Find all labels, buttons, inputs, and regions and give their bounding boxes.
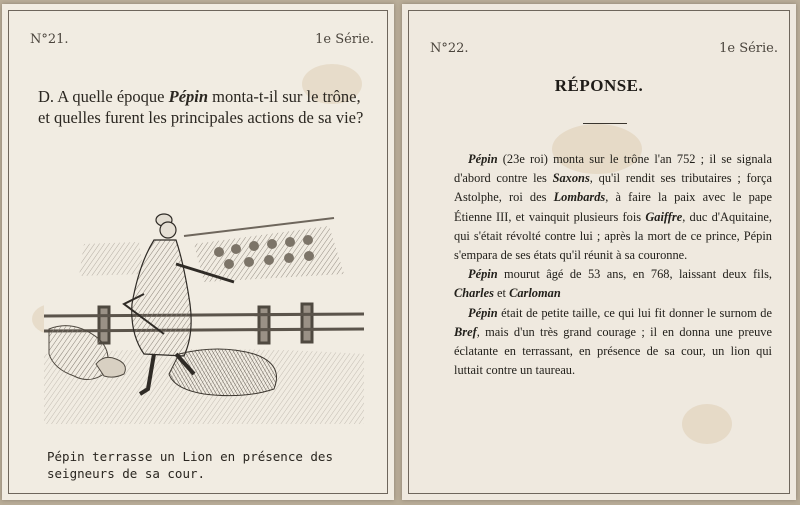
answer-run: mourut âgé de 53 ans, en 768, laissant deux fils,: [497, 267, 772, 282]
illustration-pepin-lion: [44, 204, 364, 424]
question-text: [38, 86, 368, 128]
title-divider: [583, 123, 627, 124]
answer-emphasis: Charles: [454, 286, 494, 301]
series-label: 1e Série.: [315, 32, 374, 47]
question-card: [2, 4, 394, 500]
answer-emphasis: Pépin: [468, 152, 498, 166]
answer-paragraph: [454, 150, 772, 265]
answer-run: (23e roi) monta sur le trône l'an 752 ; il se signala d'abord contre les: [454, 152, 772, 186]
answer-run: , mais d'un très grand courage ; il en donna une preuve éclatante en terrassant, en présence de sa cour, un lion qui luttait contre un taureau.: [454, 324, 772, 378]
answer-paragraph: [454, 265, 772, 303]
card-number: N°22.: [430, 41, 469, 56]
series-label: 1e Série.: [719, 41, 778, 56]
answer-emphasis: Lombards: [553, 190, 606, 205]
answer-emphasis: Carloman: [509, 286, 561, 301]
answer-card: [402, 4, 796, 500]
answer-emphasis: Saxons: [552, 171, 590, 186]
answer-emphasis: Bref: [454, 324, 477, 339]
paper-stain: [682, 404, 732, 444]
lion: [169, 349, 277, 396]
question-prefix: D. A quelle époque: [38, 87, 169, 106]
answer-run: , à faire la paix avec le pape Étienne III, et vainquit plusieurs fois: [454, 190, 772, 224]
answer-run: était de petite taille, ce qui lui fit donner le surnom de: [497, 305, 772, 320]
question-name: Pépin: [168, 87, 209, 106]
question-rest: monta-t-il sur le trône, et quelles furent les principales actions de sa vie?: [38, 87, 364, 127]
answer-title: RÉPONSE.: [554, 76, 644, 95]
answer-emphasis: Pépin: [468, 267, 498, 282]
answer-run: , qu'il rendit ses tributaires ; força Astolphe, roi des: [454, 171, 772, 205]
answer-run: et: [493, 286, 510, 301]
answer-text: [454, 150, 772, 380]
answer-run: , duc d'Aquitaine, qui s'était révolté contre lui ; après la mort de ce prince, Pépin s'empara de ses états qu'il réunit à sa couronne.: [454, 209, 772, 263]
illustration-caption: Pépin terrasse un Lion en présence des seigneurs de sa cour.: [47, 449, 333, 481]
answer-paragraph: [454, 304, 772, 381]
card-number: N°21.: [30, 32, 69, 47]
answer-emphasis: Pépin: [468, 305, 498, 320]
answer-emphasis: Gaiffre: [645, 209, 683, 224]
